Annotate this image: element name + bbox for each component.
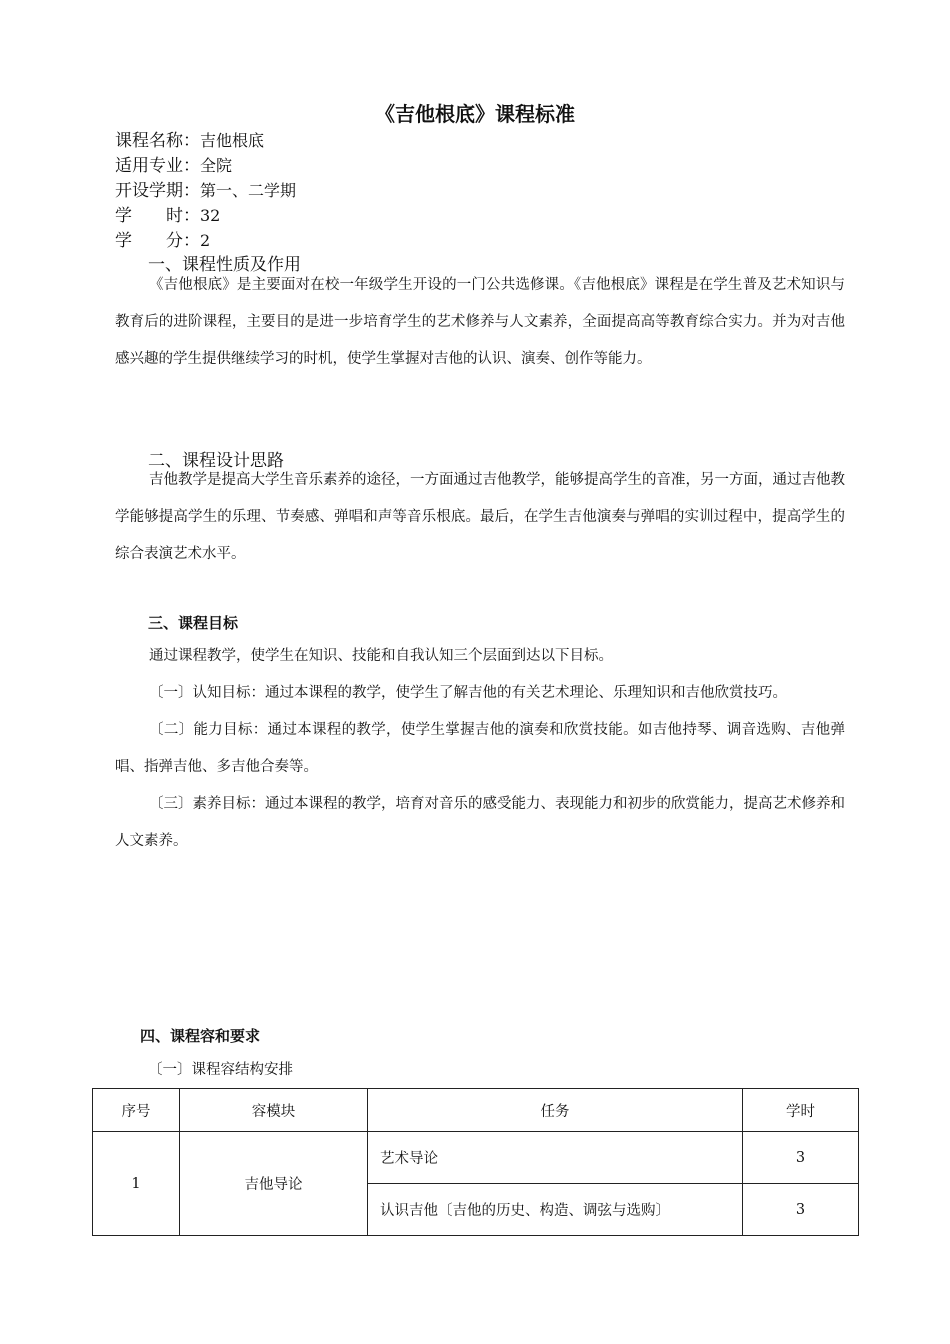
document-title: 《吉他根底》课程标准 xyxy=(375,102,575,126)
meta-credits xyxy=(115,226,210,251)
meta-value: 第一、二学期 xyxy=(200,181,297,200)
meta-value: 2 xyxy=(200,231,211,250)
cell-index: 1 xyxy=(93,1132,180,1236)
meta-value: 全院 xyxy=(200,156,233,175)
meta-course-name xyxy=(115,126,264,151)
meta-major xyxy=(115,151,232,176)
cell-hours: 3 xyxy=(743,1132,859,1184)
section1-body xyxy=(115,267,845,378)
course-content-table xyxy=(92,1088,859,1236)
section2-body xyxy=(115,462,845,573)
meta-value: 吉他根底 xyxy=(200,131,265,150)
table-header-row xyxy=(93,1089,859,1132)
section3-body xyxy=(115,638,845,860)
section1-heading: 一、课程性质及作用 xyxy=(148,255,301,275)
meta-semester xyxy=(115,176,296,201)
meta-value: 32 xyxy=(200,206,221,225)
header-index: 序号 xyxy=(93,1089,180,1132)
header-task: 任务 xyxy=(368,1089,743,1132)
section3-heading: 三、课程目标 xyxy=(148,614,239,632)
cell-task: 艺术导论 xyxy=(368,1132,743,1184)
section3-goal-literacy: 〔三〕素养目标：通过本课程的教学，培育对音乐的感受能力、表现能力和初步的欣赏能力，提高艺术修养和人文素养。 xyxy=(115,796,845,849)
section3-intro: 通过课程教学，使学生在知识、技能和自我认知三个层面到达以下目标。 xyxy=(149,648,613,664)
section2-paragraph: 吉他教学是提高大学生音乐素养的途径，一方面通过吉他教学，能够提高学生的音准，另一方面，通过吉他教学能够提高学生的乐理、节奏感、弹唱和声等音乐根底。最后，在学生吉他演奏与弹唱的实训过程中，提高学生的综合表演艺术水平。 xyxy=(115,472,845,562)
section1-paragraph: 《吉他根底》是主要面对在校一年级学生开设的一门公共选修课。《吉他根底》课程是在学生普及艺术知识与教育后的进阶课程，主要目的是进一步培育学生的艺术修养与人文素养，全面提高高等教育综合实力。并为对吉他感兴趣的学生提供继续学习的时机，使学生掌握对吉他的认识、演奏、创作等能力。 xyxy=(115,277,845,367)
meta-label: 适用专业： xyxy=(115,156,200,176)
section4-subheading: 〔一〕课程容结构安排 xyxy=(148,1062,293,1078)
meta-label: 学 时： xyxy=(115,206,200,226)
section4-heading: 四、课程容和要求 xyxy=(140,1027,261,1045)
cell-hours: 3 xyxy=(743,1184,859,1236)
meta-label: 开设学期： xyxy=(115,181,200,201)
meta-label: 学 分： xyxy=(115,231,200,251)
header-module: 容模块 xyxy=(180,1089,368,1132)
table-row xyxy=(93,1132,859,1184)
section3-goal-cognitive: 〔一〕认知目标：通过本课程的教学，使学生了解吉他的有关艺术理论、乐理知识和吉他欣赏技巧。 xyxy=(149,685,787,701)
cell-module: 吉他导论 xyxy=(180,1132,368,1236)
cell-task: 认识吉他〔吉他的历史、构造、调弦与选购〕 xyxy=(368,1184,743,1236)
section3-goal-ability: 〔二〕能力目标：通过本课程的教学，使学生掌握吉他的演奏和欣赏技能。如吉他持琴、调音选购、吉他弹唱、指弹吉他、多吉他合奏等。 xyxy=(115,722,845,775)
meta-label: 课程名称： xyxy=(115,131,200,151)
header-hours: 学时 xyxy=(743,1089,859,1132)
section2-heading: 二、课程设计思路 xyxy=(148,451,284,471)
meta-hours xyxy=(115,201,220,226)
